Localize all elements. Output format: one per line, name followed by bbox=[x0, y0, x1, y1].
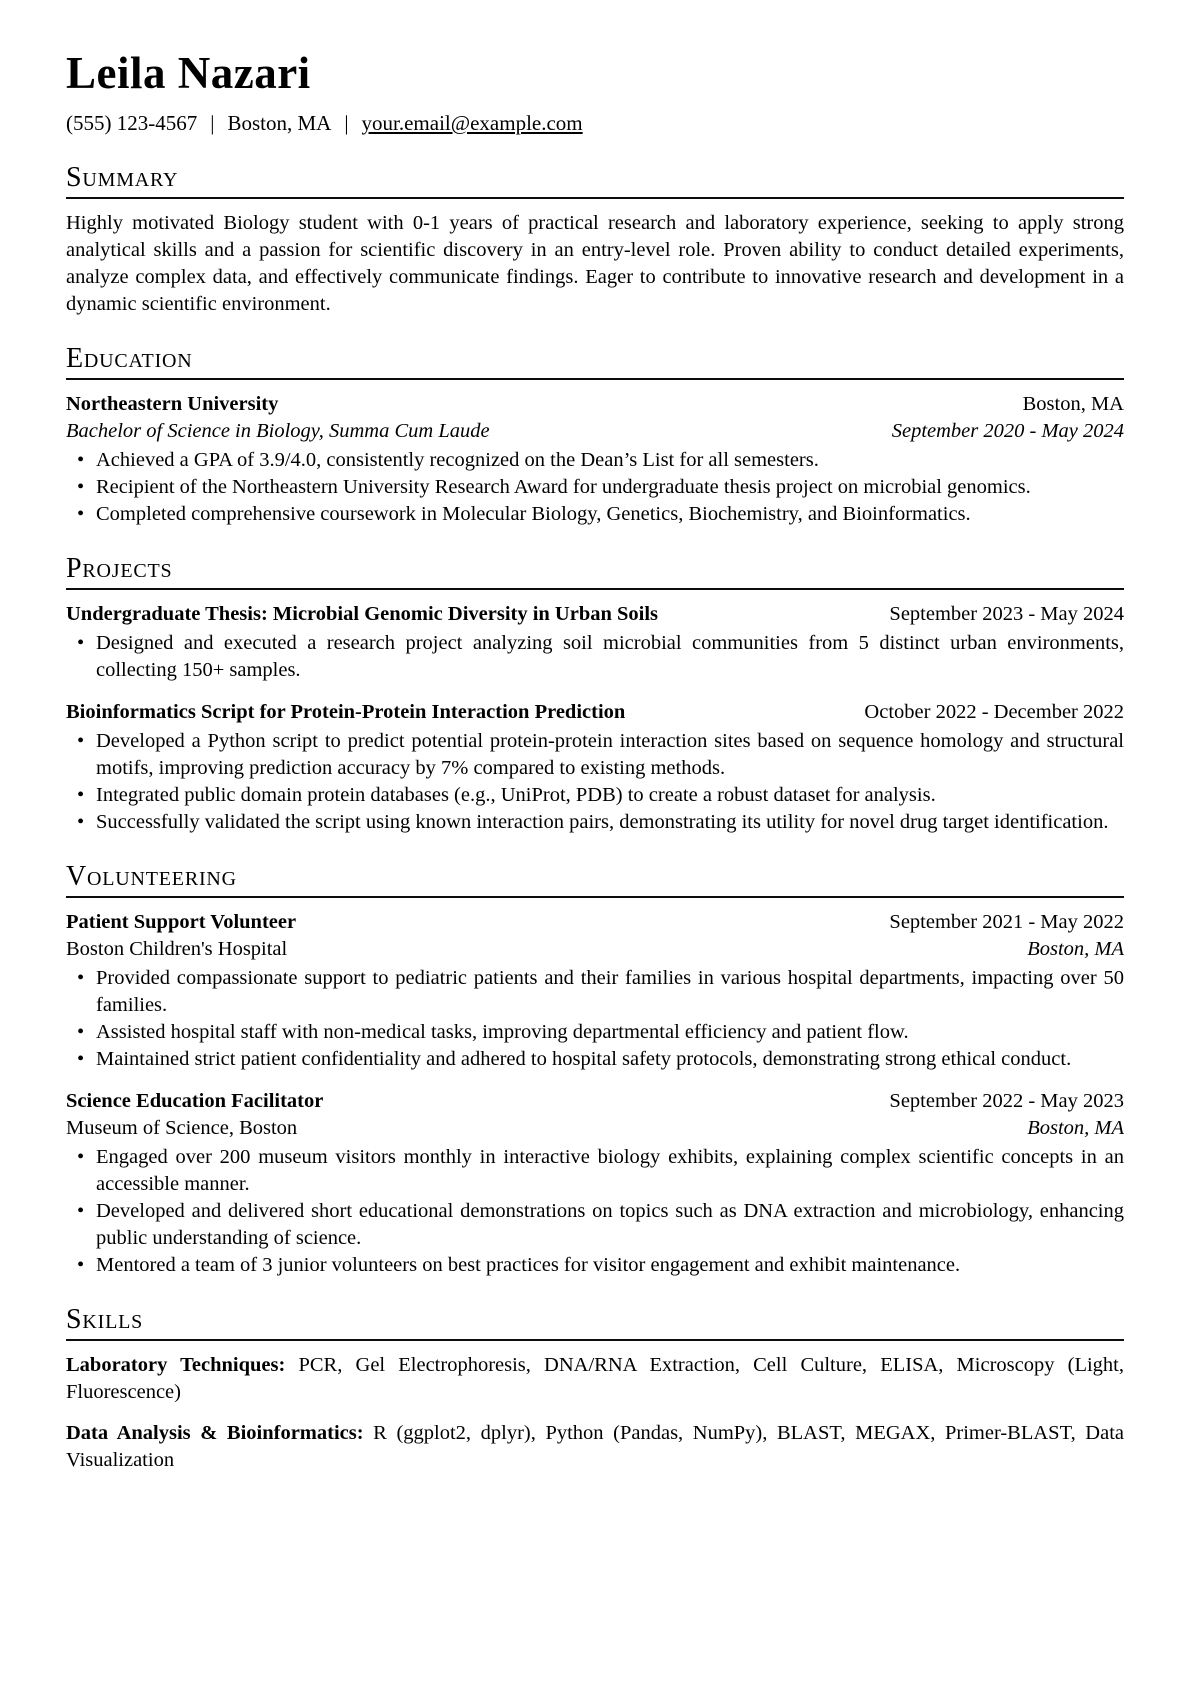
skill-category bbox=[66, 1352, 1124, 1406]
bullet-item: • Developed a Python script to predict potential protein-protein interaction sites based on sequence homology and structural motifs, improving prediction accuracy by 7% compared to existing methods. bbox=[66, 728, 1124, 782]
education-entry-subheader bbox=[66, 418, 1124, 445]
bullet-item: • Developed and delivered short educational demonstrations on topics such as DNA extraction and microbiology, enhancing public understanding of science. bbox=[66, 1198, 1124, 1252]
contact-separator: | bbox=[344, 111, 349, 135]
section-rule bbox=[66, 588, 1124, 590]
project-dates: September 2023 - May 2024 bbox=[889, 603, 1124, 625]
section-heading-summary bbox=[66, 162, 1124, 199]
volunteering-entry bbox=[66, 909, 1124, 1073]
volunteering-entry bbox=[66, 1088, 1124, 1279]
volunteer-role: Science Education Facilitator bbox=[66, 1090, 324, 1112]
bullet-item: • Achieved a GPA of 3.9/4.0, consistently recognized on the Dean’s List for all semesters. bbox=[66, 447, 1124, 474]
project-bullets bbox=[66, 728, 1124, 836]
degree-name: Bachelor of Science in Biology, Summa Cum Laude bbox=[66, 420, 490, 442]
bullet-item: • Maintained strict patient confidentiality and adhered to hospital safety protocols, demonstrating strong ethical conduct. bbox=[66, 1046, 1124, 1073]
summary-text: Highly motivated Biology student with 0-1 years of practical research and laboratory experience, seeking to apply strong analytical skills and a passion for scientific discovery in an entry-level role. Proven ability to conduct detailed experiments, analyze complex data, and effectively communicate findings. Eager to contribute to innovative research and development in a dynamic scientific environment. bbox=[66, 212, 1124, 315]
bullet-item: • Successfully validated the script using known interaction pairs, demonstrating its utility for novel drug target identification. bbox=[66, 809, 1124, 836]
bullet-item: • Assisted hospital staff with non-medical tasks, improving departmental efficiency and patient flow. bbox=[66, 1019, 1124, 1046]
education-entry-header bbox=[66, 391, 1124, 418]
education-dates: September 2020 - May 2024 bbox=[891, 420, 1124, 442]
section-rule bbox=[66, 896, 1124, 898]
project-entry-header bbox=[66, 601, 1124, 628]
volunteering-bullets bbox=[66, 965, 1124, 1073]
bullet-item: • Engaged over 200 museum visitors monthly in interactive biology exhibits, explaining complex scientific concepts in an accessible manner. bbox=[66, 1144, 1124, 1198]
section-title: Projects bbox=[66, 553, 173, 584]
section-rule bbox=[66, 1339, 1124, 1341]
volunteering-entry-header bbox=[66, 909, 1124, 936]
section-heading-skills bbox=[66, 1304, 1124, 1341]
section-rule bbox=[66, 197, 1124, 199]
project-dates: October 2022 - December 2022 bbox=[864, 701, 1124, 723]
section-heading-education bbox=[66, 343, 1124, 380]
skill-category-label: Data Analysis & Bioinformatics: bbox=[66, 1422, 364, 1444]
contact-line bbox=[66, 110, 1124, 137]
organization-location: Boston, MA bbox=[1027, 1117, 1124, 1139]
institution-location: Boston, MA bbox=[1022, 393, 1124, 415]
project-title: Bioinformatics Script for Protein-Protein Interaction Prediction bbox=[66, 701, 626, 723]
section-heading-projects bbox=[66, 553, 1124, 590]
volunteering-entry-header bbox=[66, 1088, 1124, 1115]
section-title: Volunteering bbox=[66, 861, 237, 892]
volunteer-role: Patient Support Volunteer bbox=[66, 911, 297, 933]
skill-category-label: Laboratory Techniques: bbox=[66, 1354, 286, 1376]
contact-separator: | bbox=[210, 111, 215, 135]
volunteering-entry-subheader bbox=[66, 936, 1124, 963]
section-rule bbox=[66, 378, 1124, 380]
education-entry bbox=[66, 391, 1124, 528]
project-title: Undergraduate Thesis: Microbial Genomic Diversity in Urban Soils bbox=[66, 603, 659, 625]
section-title: Summary bbox=[66, 162, 179, 193]
candidate-name: Leila Nazari bbox=[66, 48, 311, 98]
volunteering-bullets bbox=[66, 1144, 1124, 1279]
volunteering-dates: September 2022 - May 2023 bbox=[889, 1090, 1124, 1112]
bullet-item: • Recipient of the Northeastern University Research Award for undergraduate thesis project on microbial genomics. bbox=[66, 474, 1124, 501]
volunteering-entry-subheader bbox=[66, 1115, 1124, 1142]
bullet-item: • Mentored a team of 3 junior volunteers on best practices for visitor engagement and exhibit maintenance. bbox=[66, 1252, 1124, 1279]
bullet-item: • Designed and executed a research project analyzing soil microbial communities from 5 distinct urban environments, collecting 150+ samples. bbox=[66, 630, 1124, 684]
organization-name: Museum of Science, Boston bbox=[66, 1117, 298, 1139]
education-bullets bbox=[66, 447, 1124, 528]
contact-location: Boston, MA bbox=[227, 111, 332, 135]
section-title: Skills bbox=[66, 1304, 144, 1335]
organization-location: Boston, MA bbox=[1027, 938, 1124, 960]
section-title: Education bbox=[66, 343, 193, 374]
contact-phone: (555) 123-4567 bbox=[66, 111, 198, 135]
skill-category-items: R (ggplot2, dplyr), Python (Pandas, NumPy), BLAST, MEGAX, Primer-BLAST, Data Visualization bbox=[66, 1422, 1125, 1471]
bullet-item: • Completed comprehensive coursework in Molecular Biology, Genetics, Biochemistry, and Bioinformatics. bbox=[66, 501, 1124, 528]
project-entry-header bbox=[66, 699, 1124, 726]
project-entry bbox=[66, 601, 1124, 684]
bullet-item: • Provided compassionate support to pediatric patients and their families in various hospital departments, impacting over 50 families. bbox=[66, 965, 1124, 1019]
section-heading-volunteering bbox=[66, 861, 1124, 898]
contact-email-link[interactable]: your.email@example.com bbox=[361, 111, 583, 135]
project-entry bbox=[66, 699, 1124, 836]
skill-category-items: PCR, Gel Electrophoresis, DNA/RNA Extraction, Cell Culture, ELISA, Microscopy (Light, Fluorescence) bbox=[66, 1354, 1125, 1403]
bullet-item: • Integrated public domain protein databases (e.g., UniProt, PDB) to create a robust dataset for analysis. bbox=[66, 782, 1124, 809]
project-bullets bbox=[66, 630, 1124, 684]
volunteering-dates: September 2021 - May 2022 bbox=[889, 911, 1124, 933]
organization-name: Boston Children's Hospital bbox=[66, 938, 288, 960]
skill-category bbox=[66, 1420, 1124, 1474]
institution-name: Northeastern University bbox=[66, 393, 279, 415]
